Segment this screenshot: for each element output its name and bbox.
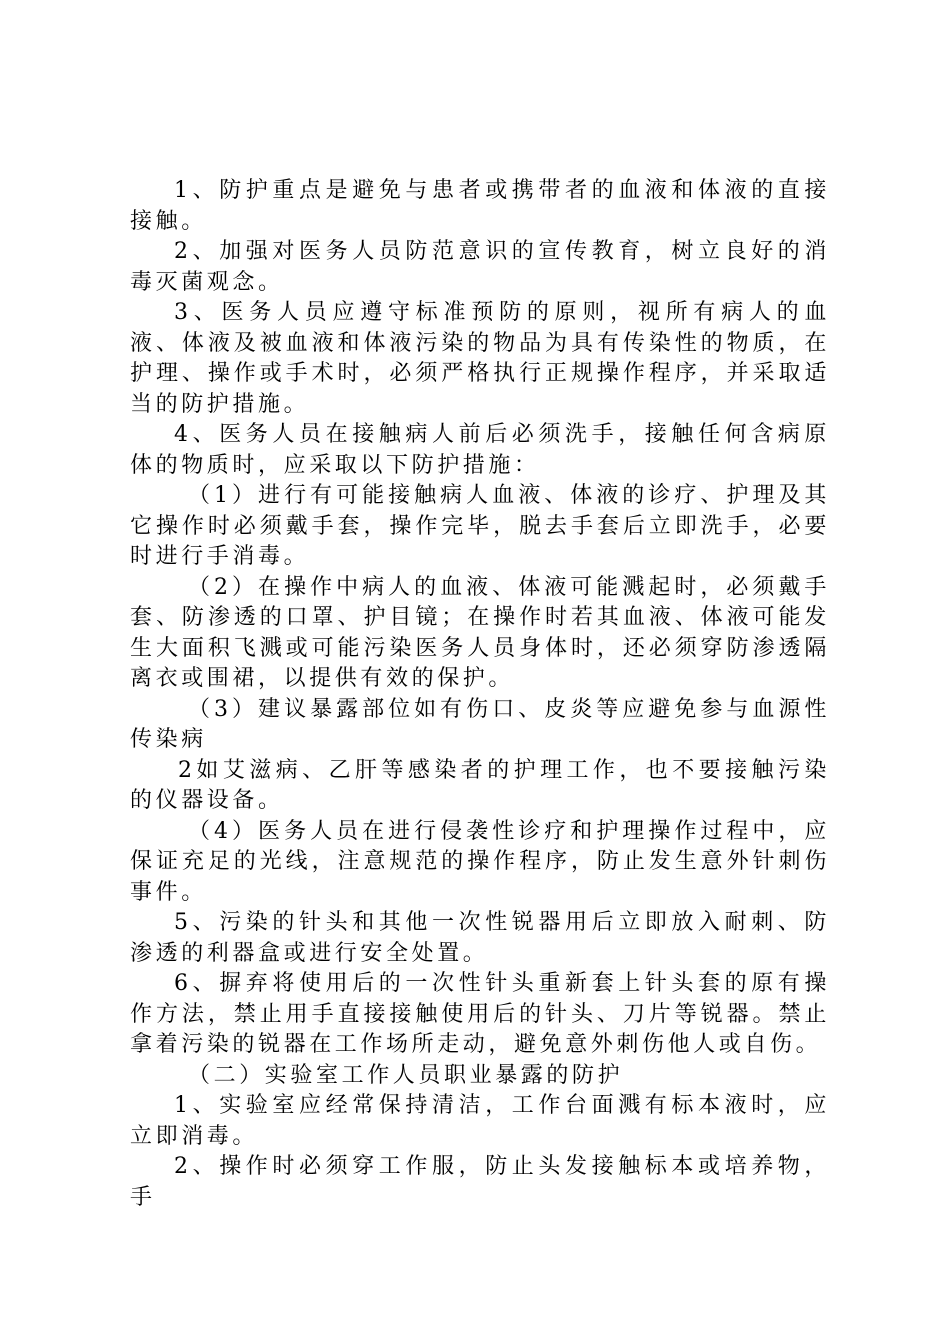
paragraph-4-item-3-continued: 2如艾滋病、乙肝等感染者的护理工作，也不要接触污染的仪器设备。: [130, 757, 830, 813]
paragraph-5: 5、污染的针头和其他一次性锐器用后立即放入耐刺、防渗透的利器盒或进行安全处置。: [130, 910, 830, 966]
lab-paragraph-1: 1、实验室应经常保持清洁，工作台面溅有标本液时，应立即消毒。: [130, 1093, 830, 1149]
paragraph-4-item-1: （1）进行有可能接触病人血液、体液的诊疗、护理及其它操作时必须戴手套，操作完毕，脱去手套后立即洗手，必要时进行手消毒。: [130, 483, 830, 569]
paragraph-4: 4、医务人员在接触病人前后必须洗手，接触任何含病原体的物质时，应采取以下防护措施：: [130, 422, 830, 478]
lab-paragraph-2: 2、操作时必须穿工作服，防止头发接触标本或培养物，手: [130, 1154, 830, 1210]
paragraph-4-item-3: （3）建议暴露部位如有伤口、皮炎等应避免参与血源性传染病: [130, 696, 830, 752]
paragraph-4-item-4: （4）医务人员在进行侵袭性诊疗和护理操作过程中，应保证充足的光线，注意规范的操作程序，防止发生意外针刺伤事件。: [130, 818, 830, 905]
paragraph-6: 6、摒弃将使用后的一次性针头重新套上针头套的原有操作方法，禁止用手直接接触使用后的针头、刀片等锐器。禁止拿着污染的锐器在工作场所走动，避免意外刺伤他人或自伤。: [130, 971, 830, 1057]
paragraph-1: 1、防护重点是避免与患者或携带者的血液和体液的直接接触。: [130, 178, 830, 234]
paragraph-2: 2、加强对医务人员防范意识的宣传教育，树立良好的消毒灭菌观念。: [130, 239, 830, 295]
section-heading-lab-staff: （二）实验室工作人员职业暴露的防护: [188, 1062, 624, 1088]
paragraph-3: 3、医务人员应遵守标准预防的原则，视所有病人的血液、体液及被血液和体液污染的物品为具有传染性的物质，在护理、操作或手术时，必须严格执行正规操作程序，并采取适当的防护措施。: [130, 300, 830, 417]
document-body: [130, 176, 830, 1213]
paragraph-4-item-2: （2）在操作中病人的血液、体液可能溅起时，必须戴手套、防渗透的口罩、护目镜；在操作时若其血液、体液可能发生大面积飞溅或可能污染医务人员身体时，还必须穿防渗透隔离衣或围裙，以提供有效的保护。: [130, 574, 830, 691]
